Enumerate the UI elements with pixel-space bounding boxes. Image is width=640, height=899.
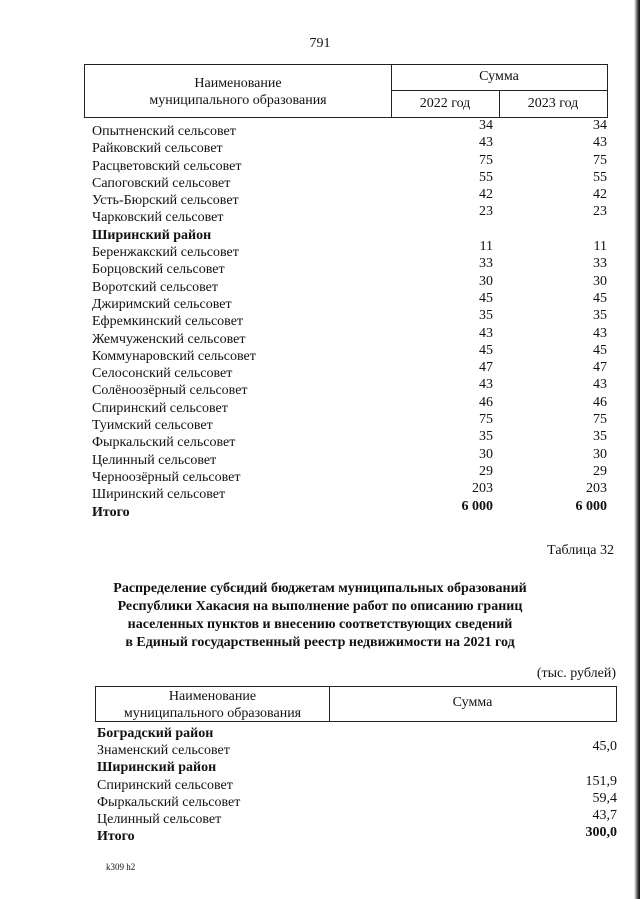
table1-row <box>0 290 640 312</box>
table1-row-2023-value: 35 <box>593 308 607 324</box>
title-line: в Единый государственный реестр недвижимости на 2021 год <box>125 635 515 650</box>
table1-row-name: Усть-Бюрский сельсовет <box>92 193 239 209</box>
table2-total-row <box>0 825 640 845</box>
table1-row-name: Фыркальский сельсовет <box>92 435 236 451</box>
table1-row-2022-value: 23 <box>479 204 493 220</box>
units-label: (тыс. рублей) <box>536 666 616 681</box>
table1-row-2023-value: 11 <box>593 239 607 255</box>
table2-row-name: Боградский район <box>97 726 214 741</box>
table1-row-2023-value: 34 <box>593 118 607 133</box>
title-line: Распределение субсидий бюджетам муниципальных образований <box>113 581 527 596</box>
table1-row-2022-value: 55 <box>479 169 493 185</box>
table1-row-name: Туимский сельсовет <box>92 418 213 434</box>
table1-row-2022-value: 6 000 <box>461 498 493 514</box>
table2-row-name: Целинный сельсовет <box>97 811 222 827</box>
table2-row-name: Итого <box>97 829 135 845</box>
table2-row-value: 59,4 <box>592 790 617 806</box>
table1-row-name: Воротский сельсовет <box>92 279 218 295</box>
table2-row-value: 43,7 <box>592 807 617 823</box>
table1-header-year-2023: 2023 год <box>527 96 579 111</box>
table1-row <box>0 429 640 451</box>
table1-row <box>0 446 640 468</box>
table1-row-2023-value: 30 <box>593 273 607 289</box>
table1-row-name: Сапоговский сельсовет <box>92 175 231 191</box>
table2-row-value: 45,0 <box>592 739 617 755</box>
table1-row-2022-value: 34 <box>479 118 493 133</box>
table2-row <box>0 739 640 759</box>
footer-code: k309 h2 <box>106 862 136 872</box>
table1-row-name: Черноозёрный сельсовет <box>92 469 241 485</box>
table1-row <box>0 463 640 485</box>
table1-row-2023-value: 47 <box>593 360 607 376</box>
table1-row-2023-value: 75 <box>593 152 607 168</box>
table1-row-name: Селосонский сельсовет <box>92 366 233 382</box>
table2-row-name: Спиринский сельсовет <box>97 777 233 793</box>
table-label: Таблица 32 <box>547 543 614 558</box>
table1-row-2023-value: 33 <box>593 256 607 272</box>
table1-row <box>0 135 640 157</box>
table1-row <box>0 273 640 295</box>
table1-row <box>0 239 640 261</box>
table1-row <box>0 204 640 226</box>
table1-row-2022-value: 30 <box>479 273 493 289</box>
table1-row <box>0 256 640 278</box>
table1-row-name: Чарковский сельсовет <box>92 210 224 226</box>
table2-header-name-line1: Наименование <box>168 689 257 704</box>
table1-row <box>0 187 640 209</box>
table2-row-name: Знаменский сельсовет <box>97 743 230 759</box>
table1-row-name: Коммунаровский сельсовет <box>92 348 256 364</box>
table1-row-2023-value: 29 <box>593 463 607 479</box>
table1-row-name: Ширинский район <box>92 227 212 243</box>
table1-body <box>0 118 640 520</box>
title-line: Республики Хакасия на выполнение работ по описанию границ <box>117 599 523 614</box>
table1-row <box>0 325 640 347</box>
table1-row-2022-value: 11 <box>479 239 493 255</box>
table1-row-2023-value: 43 <box>593 325 607 341</box>
table1-row-name: Спиринский сельсовет <box>92 400 228 416</box>
table1-row-2023-value: 23 <box>593 204 607 220</box>
table1-total-row <box>0 498 640 520</box>
table1-row-2022-value: 203 <box>472 481 493 497</box>
table1-row-name: Борцовский сельсовет <box>92 262 225 278</box>
table1-row <box>0 377 640 399</box>
table1-header-name-line1: Наименование <box>194 76 282 91</box>
page-number: 791 <box>309 36 331 51</box>
table1-row-2022-value: 75 <box>479 412 493 428</box>
table1-row-2022-value: 33 <box>479 256 493 272</box>
table1-row-2022-value: 43 <box>479 135 493 151</box>
table1-header <box>84 64 608 118</box>
table1-row-name: Целинный сельсовет <box>92 452 217 468</box>
table2-row-name: Ширинский район <box>97 760 217 776</box>
table1-row-2022-value: 42 <box>479 187 493 203</box>
table1-row-2022-value: 45 <box>479 290 493 306</box>
table2-title <box>0 580 640 652</box>
table1-row-2023-value: 30 <box>593 446 607 462</box>
table1-section-heading <box>0 225 640 242</box>
table1-row-2023-value: 45 <box>593 290 607 306</box>
table1-row-name: Солёноозёрный сельсовет <box>92 383 248 399</box>
table1-header-year-2022: 2022 год <box>419 96 471 111</box>
table2-section-heading <box>0 725 640 742</box>
table2-section-heading <box>0 759 640 776</box>
table1-row-2022-value: 35 <box>479 429 493 445</box>
table2-header <box>95 686 617 722</box>
table1-row-2022-value: 43 <box>479 325 493 341</box>
table2-header-name-line2: муниципального образования <box>123 706 302 721</box>
table1-header-name <box>85 75 391 109</box>
table1-row-2023-value: 75 <box>593 412 607 428</box>
table1-row-2023-value: 46 <box>593 394 607 410</box>
table1-row <box>0 169 640 191</box>
table2-row <box>0 773 640 794</box>
table1-row-name: Джиримский сельсовет <box>92 296 232 312</box>
table1-row-name: Расцветовский сельсовет <box>92 158 242 174</box>
table1-row-name: Ширинский сельсовет <box>92 487 226 503</box>
table2-row-value: 300,0 <box>585 825 617 841</box>
table1-row <box>0 118 640 139</box>
table1-row-2023-value: 35 <box>593 429 607 445</box>
table1-row-2022-value: 47 <box>479 360 493 376</box>
table1-row-name: Жемчуженский сельсовет <box>92 331 246 347</box>
table1-row-2022-value: 43 <box>479 377 493 393</box>
table1-row <box>0 412 640 434</box>
table1-row <box>0 152 640 174</box>
table1-row <box>0 308 640 330</box>
table1-row <box>0 342 640 364</box>
table1-row <box>0 360 640 382</box>
table2-row-name: Фыркальский сельсовет <box>97 794 241 810</box>
table1-row-name: Ефремкинский сельсовет <box>92 314 244 330</box>
table1-row-name: Опытненский сельсовет <box>92 124 236 139</box>
table1-row-2022-value: 30 <box>479 446 493 462</box>
table2-row <box>0 790 640 811</box>
table2-header-sum: Сумма <box>452 695 493 710</box>
table1-row-name: Беренжакский сельсовет <box>92 245 239 261</box>
table1-header-sum: Сумма <box>479 69 519 84</box>
table1-row-2022-value: 46 <box>479 394 493 410</box>
table1-row-2023-value: 42 <box>593 187 607 203</box>
table1-row <box>0 481 640 503</box>
table1-row-2023-value: 43 <box>593 135 607 151</box>
table1-row-2022-value: 35 <box>479 308 493 324</box>
table1-row-name: Райковский сельсовет <box>92 141 223 157</box>
table1-row-name: Итого <box>92 504 130 520</box>
table2-row <box>0 807 640 828</box>
scan-edge <box>634 0 640 899</box>
table1-row-2023-value: 6 000 <box>575 498 607 514</box>
table1-row-2023-value: 43 <box>593 377 607 393</box>
title-line: населенных пунктов и внесению соответствующих сведений <box>127 617 513 632</box>
table1-row-2023-value: 203 <box>586 481 607 497</box>
table1-row-2023-value: 55 <box>593 169 607 185</box>
table1-header-name-line2: муниципального образования <box>149 93 327 108</box>
table2-row-value: 151,9 <box>585 773 617 789</box>
table1-row-2022-value: 29 <box>479 463 493 479</box>
table1-row-2023-value: 45 <box>593 342 607 358</box>
table2-header-name <box>96 688 329 722</box>
table1-row-2022-value: 45 <box>479 342 493 358</box>
table1-row <box>0 394 640 416</box>
table1-row-2022-value: 75 <box>479 152 493 168</box>
table2-body <box>0 725 640 845</box>
